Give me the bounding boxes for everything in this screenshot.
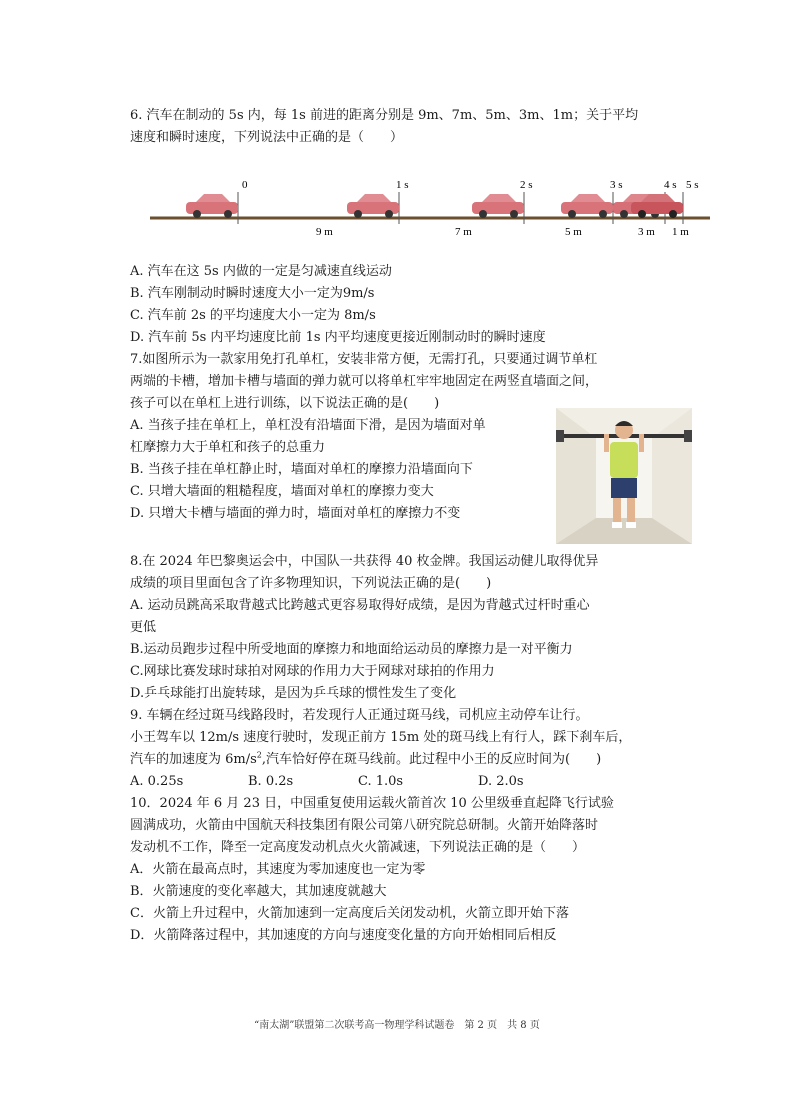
q8-stem-line2: 成绩的项目里面包含了许多物理知识，下列说法正确的是( ) (130, 576, 492, 591)
q7-stem-line3: 孩子可以在单杠上进行训练，以下说法正确的是( ) (130, 396, 440, 411)
q6-option-b: B. 汽车刚制动时瞬时速度大小一定为9m/s (130, 286, 375, 301)
pull-up-bar-photo (556, 408, 692, 544)
distance-label: 3 m (638, 226, 655, 238)
time-label: 1 s (396, 179, 409, 191)
q10-option-a: A．火箭在最高点时，其速度为零加速度也一定为零 (130, 862, 426, 877)
car-braking-figure (150, 172, 710, 244)
q7-option-b: B. 当孩子挂在单杠静止时，墙面对单杠的摩擦力沿墙面向下 (130, 462, 473, 477)
q6-stem-line1: 6. 汽车在制动的 5s 内，每 1s 前进的距离分别是 9m、7m、5m、3m、1m；关于平均 (130, 108, 639, 123)
q7-option-a: A. 当孩子挂在单杠上，单杠没有沿墙面下滑，是因为墙面对单 (130, 418, 486, 433)
q6-stem-line2: 速度和瞬时速度，下列说法中正确的是（ ） (130, 130, 404, 145)
q8-option-a-cont: 更低 (130, 620, 157, 635)
q7-option-c: C. 只增大墙面的粗糙程度，墙面对单杠的摩擦力变大 (130, 484, 434, 499)
time-label: 5 s (686, 179, 699, 191)
q9-stem-line1: 9. 车辆在经过斑马线路段时，若发现行人正通过斑马线，司机应主动停车让行。 (130, 708, 589, 723)
distance-label: 9 m (316, 226, 333, 238)
time-label: 3 s (610, 179, 623, 191)
q6-option-d: D. 汽车前 5s 内平均速度比前 1s 内平均速度更接近刚制动时的瞬时速度 (130, 330, 546, 345)
q10-option-b: B．火箭速度的变化率越大，其加速度就越大 (130, 884, 387, 899)
q9-stem-line3 (130, 750, 601, 770)
q7-option-d: D. 只增大卡槽与墙面的弹力时，墙面对单杠的摩擦力不变 (130, 506, 461, 521)
car-icon (186, 194, 238, 218)
q9-option-b: B. 0.2s (248, 774, 294, 789)
q7-option-a-cont: 杠摩擦力大于单杠和孩子的总重力 (130, 440, 326, 455)
q7-stem-line1: 7.如图所示为一款家用免打孔单杠，安装非常方便，无需打孔，只要通过调节单杠 (130, 352, 598, 367)
q10-stem-line3: 发动机不工作，降至一定高度发动机点火火箭减速，下列说法正确的是（ ） (130, 840, 586, 855)
q9-superscript: 2 (256, 750, 262, 760)
car-icon (561, 194, 613, 218)
distance-label: 1 m (672, 226, 689, 238)
q8-option-d: D.乒乓球能打出旋转球，是因为乒乓球的惯性发生了变化 (130, 686, 457, 701)
q9-option-a: A. 0.25s (130, 774, 184, 789)
q9-option-d: D. 2.0s (478, 774, 524, 789)
time-label: 4 s (664, 179, 677, 191)
q8-option-b: B.运动员跑步过程中所受地面的摩擦力和地面给运动员的摩擦力是一对平衡力 (130, 642, 573, 657)
q10-option-d: D．火箭降落过程中，其加速度的方向与速度变化量的方向开始相同后相反 (130, 928, 557, 943)
time-label: 2 s (520, 179, 533, 191)
page-footer: “南太湖”联盟第二次联考高一物理学科试题卷 第 2 页 共 8 页 (254, 1020, 540, 1031)
q8-option-c: C.网球比赛发球时球拍对网球的作用力大于网球对球拍的作用力 (130, 664, 495, 679)
distance-label: 7 m (455, 226, 472, 238)
q6-option-a: A. 汽车在这 5s 内做的一定是匀减速直线运动 (130, 264, 392, 279)
car-icon (472, 194, 524, 218)
q6-option-c: C. 汽车前 2s 的平均速度大小一定为 8m/s (130, 308, 376, 323)
q9-stem-line2: 小王驾车以 12m/s 速度行驶时，发现正前方 15m 处的斑马线上有行人，踩下刹车后， (130, 730, 632, 745)
q7-stem-line2: 两端的卡槽，增加卡槽与墙面的弹力就可以将单杠牢牢地固定在两竖直墙面之间， (130, 374, 599, 389)
q9-stem-line3-b: ,汽车恰好停在斑马线前。此过程中小王的反应时间为( ) (261, 752, 602, 767)
distance-label: 5 m (565, 226, 582, 238)
q9-stem-line3-a: 汽车的加速度为 6m/s (130, 752, 257, 767)
q8-stem-line1: 8.在 2024 年巴黎奥运会中，中国队一共获得 40 枚金牌。我国运动健儿取得优异 (130, 554, 599, 569)
time-label: 0 (242, 179, 248, 191)
q8-option-a: A. 运动员跳高采取背越式比跨越式更容易取得好成绩，是因为背越式过杆时重心 (130, 598, 590, 613)
q10-option-c: C．火箭上升过程中，火箭加速到一定高度后关闭发动机，火箭立即开始下落 (130, 906, 569, 921)
q9-option-c: C. 1.0s (358, 774, 404, 789)
q10-stem-line1: 10．2024 年 6 月 23 日，中国重复使用运载火箭首次 10 公里级垂直起降飞行试验 (130, 796, 614, 811)
car-icon (347, 194, 399, 218)
q10-stem-line2: 圆满成功，火箭由中国航天科技集团有限公司第八研究院总研制。火箭开始降落时 (130, 818, 599, 833)
